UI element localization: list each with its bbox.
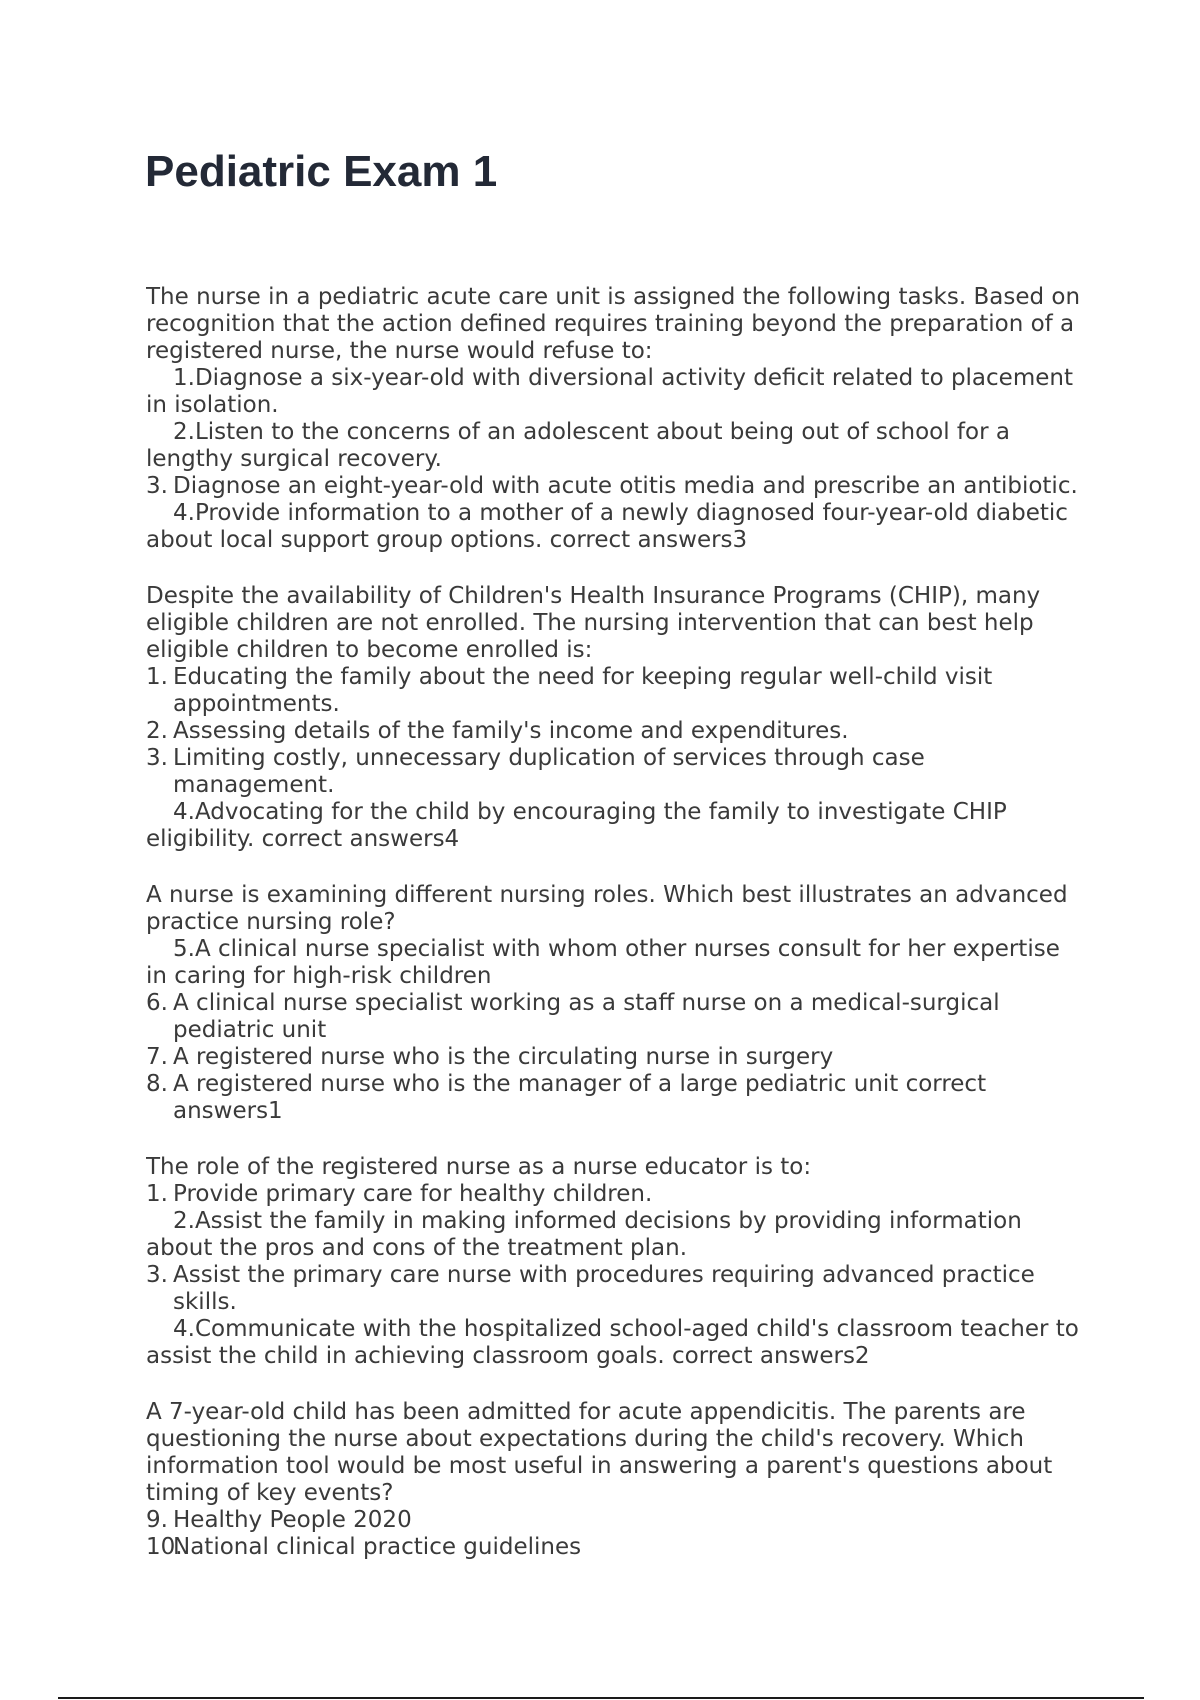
option-text: Provide primary care for healthy children. — [173, 1181, 653, 1207]
option-text: National clinical practice guidelines — [173, 1534, 582, 1560]
answer-option — [146, 1181, 1086, 1208]
option-text: A clinical nurse specialist working as a staff nurse on a medical-surgical pediatric unit — [173, 990, 1000, 1043]
question-2 — [146, 583, 1086, 853]
answer-option — [146, 664, 1086, 718]
option-number: 1. — [146, 664, 168, 690]
option-number: 7. — [146, 1044, 168, 1070]
question-1 — [146, 284, 1086, 554]
answer-option — [146, 745, 1086, 799]
option-text: Healthy People 2020 — [173, 1507, 412, 1533]
option-text: Educating the family about the need for keeping regular well-child visit appointments. — [173, 664, 993, 717]
option-text: Assessing details of the family's income and expenditures. — [173, 718, 849, 744]
answer-option: 4.Provide information to a mother of a newly diagnosed four-year-old diabetic about local support group options. correct answers3 — [146, 500, 1068, 553]
question-4 — [146, 1154, 1086, 1370]
answer-option — [146, 990, 1086, 1044]
answer-option — [146, 1507, 1086, 1534]
answer-option: 2.Assist the family in making informed decisions by providing information about the pros and cons of the treatment plan. — [146, 1208, 1022, 1261]
option-number: 9. — [146, 1507, 168, 1533]
question-stem: Despite the availability of Children's Health Insurance Programs (CHIP), many eligible children are not enrolled. The nursing intervention that can best help eligible children to become enrolled is: — [146, 583, 1041, 663]
option-number: 8. — [146, 1071, 168, 1097]
option-text: Assist the primary care nurse with procedures requiring advanced practice skills. — [173, 1262, 1035, 1315]
option-text: A registered nurse who is the manager of a large pediatric unit correct answers1 — [173, 1071, 987, 1124]
question-stem: A nurse is examining different nursing roles. Which best illustrates an advanced practice nursing role? — [146, 882, 1068, 935]
answer-option: 2.Listen to the concerns of an adolescent about being out of school for a lengthy surgical recovery. — [146, 419, 1010, 472]
answer-option: 1.Diagnose a six-year-old with diversional activity deficit related to placement in isolation. — [146, 365, 1073, 418]
answer-option — [146, 1044, 1086, 1071]
answer-option: 4.Communicate with the hospitalized school-aged child's classroom teacher to assist the child in achieving classroom goals. correct answers2 — [146, 1316, 1079, 1369]
answer-option: 5.A clinical nurse specialist with whom other nurses consult for her expertise in caring for high-risk children — [146, 936, 1060, 989]
question-stem: A 7-year-old child has been admitted for acute appendicitis. The parents are questioning the nurse about expectations during the child's recovery. Which information tool would be most useful in answering a parent's questions about timing of key events? — [146, 1399, 1053, 1506]
answer-option — [146, 1262, 1086, 1316]
document-body — [146, 284, 1086, 1602]
option-number: 10. — [146, 1534, 183, 1560]
answer-option — [146, 473, 1086, 500]
option-text: Limiting costly, unnecessary duplication of services through case management. — [173, 745, 925, 798]
option-number: 3. — [146, 473, 168, 499]
question-5 — [146, 1399, 1086, 1561]
question-3 — [146, 882, 1086, 1125]
answer-option — [146, 1534, 1086, 1561]
option-number: 3. — [146, 1262, 168, 1288]
option-number: 2. — [146, 718, 168, 744]
footer-divider — [58, 1697, 1144, 1699]
option-number: 3. — [146, 745, 168, 771]
question-stem: The role of the registered nurse as a nurse educator is to: — [146, 1154, 812, 1180]
option-number: 6. — [146, 990, 168, 1016]
option-number: 1. — [146, 1181, 168, 1207]
answer-option: 4.Advocating for the child by encouraging the family to investigate CHIP eligibility. correct answers4 — [146, 799, 1007, 852]
answer-option — [146, 1071, 1086, 1125]
answer-option — [146, 718, 1086, 745]
option-text: A registered nurse who is the circulating nurse in surgery — [173, 1044, 834, 1070]
option-text: Diagnose an eight-year-old with acute otitis media and prescribe an antibiotic. — [173, 473, 1078, 499]
page-title: Pediatric Exam 1 — [145, 147, 498, 196]
question-stem: The nurse in a pediatric acute care unit is assigned the following tasks. Based on recognition that the action defined requires training beyond the preparation of a registered nurse, the nurse would refuse to: — [146, 284, 1081, 364]
